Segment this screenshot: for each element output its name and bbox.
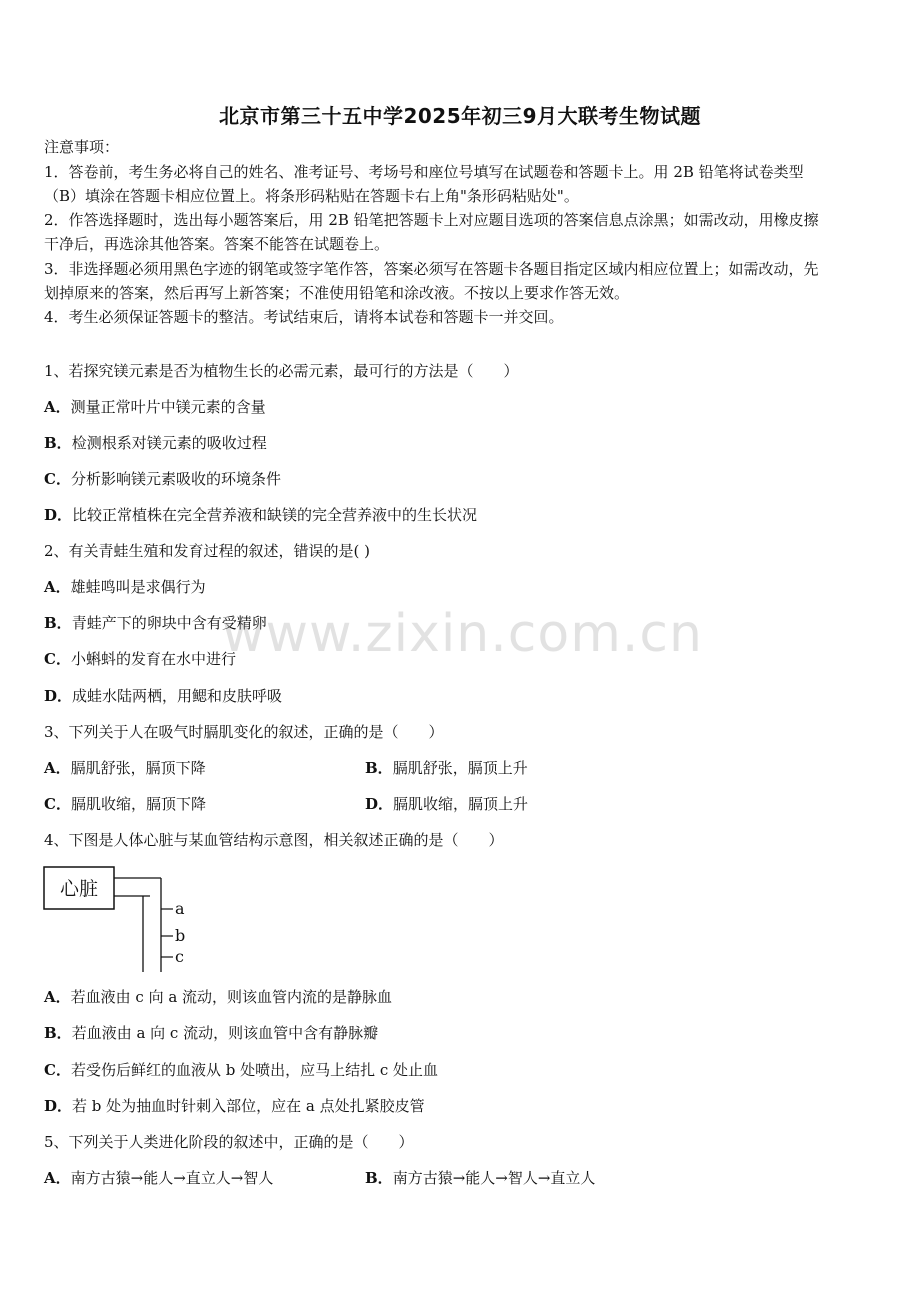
option-c [44,650,236,668]
option-a [44,398,266,416]
label-c: c [175,947,184,966]
option-a [44,578,206,596]
option-text: 成蛙水陆两栖，用鳃和皮肤呼吸 [72,687,283,705]
option-text: 南方古猿→能人→智人→直立人 [392,1169,596,1187]
question-stem: 5、下列关于人类进化阶段的叙述中，正确的是（ ） [44,1133,414,1151]
option-text: 测量正常叶片中镁元素的含量 [70,398,266,416]
option-letter: D． [44,687,73,705]
label-b: b [175,926,186,945]
option-text: 膈肌收缩，膈顶下降 [70,795,206,813]
heart-label: 心脏 [59,878,99,900]
notice-line: （B）填涂在答题卡相应位置上。将条形码粘贴在答题卡右上角"条形码粘贴处"。 [44,187,579,205]
notice-line: 划掉原来的答案，然后再写上新答案；不准使用铅笔和涂改液。不按以上要求作答无效。 [44,284,630,302]
option-letter: B． [44,434,72,452]
option-letter: B． [44,614,72,632]
option-c [44,1061,438,1079]
option-letter: B． [365,759,393,777]
question-stem: 2、有关青蛙生殖和发育过程的叙述，错误的是( ) [44,542,371,560]
notice-heading: 注意事项： [44,138,120,156]
option-text: 若血液由 a 向 c 流动，则该血管中含有静脉瓣 [71,1024,379,1042]
question-stem: 3、下列关于人在吸气时膈肌变化的叙述，正确的是（ ） [44,723,444,741]
option-text: 比较正常植株在完全营养液和缺镁的完全营养液中的生长状况 [72,506,478,524]
option-text: 若血液由 c 向 a 流动，则该血管内流的是静脉血 [70,988,393,1006]
option-c [44,470,281,488]
option-text: 小蝌蚪的发育在水中进行 [70,650,236,668]
option-letter: A． [44,988,71,1006]
heart-vessel-diagram [40,862,200,978]
notice-line: 干净后，再选涂其他答案。答案不能答在试题卷上。 [44,235,390,253]
option-letter: A． [44,578,71,596]
question-stem: 4、下图是人体心脏与某血管结构示意图，相关叙述正确的是（ ） [44,831,504,849]
label-a: a [175,899,185,918]
notice-line: 1．答卷前，考生务必将自己的姓名、准考证号、考场号和座位号填写在试题卷和答题卡上。用 2B 铅笔将试卷类型 [44,163,804,181]
option-text: 南方古猿→能人→直立人→智人 [70,1169,274,1187]
option-letter: A． [44,1169,71,1187]
notice-line: 3．非选择题必须用黑色字迹的钢笔或签字笔作答，答案必须写在答题卡各题目指定区域内相应位置上；如需改动，先 [44,260,819,278]
option-letter: B． [365,1169,393,1187]
option-b [365,759,528,777]
option-text: 雄蛙鸣叫是求偶行为 [70,578,206,596]
option-text: 青蛙产下的卵块中含有受精卵 [71,614,267,632]
option-text: 膈肌舒张，膈顶下降 [70,759,206,777]
option-text: 若 b 处为抽血时针刺入部位，应在 a 点处扎紧胶皮管 [72,1097,425,1115]
option-letter: A． [44,759,71,777]
option-text: 膈肌收缩，膈顶上升 [393,795,529,813]
option-b [44,434,267,452]
option-d [44,1097,425,1115]
option-d [44,506,477,524]
option-b [44,1024,378,1042]
notice-line: 4．考生必须保证答题卡的整洁。考试结束后，请将本试卷和答题卡一并交回。 [44,308,564,326]
option-text: 检测根系对镁元素的吸收过程 [71,434,267,452]
option-letter: C． [44,795,71,813]
option-text: 分析影响镁元素吸收的环境条件 [70,470,281,488]
option-text: 膈肌舒张，膈顶上升 [392,759,528,777]
option-b [365,1169,595,1187]
option-letter: A． [44,398,71,416]
option-text: 若受伤后鲜红的血液从 b 处喷出，应马上结扎 c 处止血 [70,1061,439,1079]
option-letter: C． [44,470,71,488]
option-letter: C． [44,1061,71,1079]
option-letter: D． [365,795,394,813]
option-a [44,759,206,777]
option-a [44,988,392,1006]
page-title: 北京市第三十五中学2025年初三9月大联考生物试题 [218,104,702,128]
notice-line: 2．作答选择题时，选出每小题答案后，用 2B 铅笔把答题卡上对应题目选项的答案信息点涂黑；如需改动，用橡皮擦 [44,211,819,229]
option-letter: D． [44,506,73,524]
option-d [44,687,282,705]
option-a [44,1169,273,1187]
watermark: www.zixin.com.cn [222,604,703,664]
option-letter: B． [44,1024,72,1042]
option-c [44,795,206,813]
question-stem: 1、若探究镁元素是否为植物生长的必需元素，最可行的方法是（ ） [44,362,519,380]
option-letter: D． [44,1097,73,1115]
option-letter: C． [44,650,71,668]
option-d [365,795,528,813]
